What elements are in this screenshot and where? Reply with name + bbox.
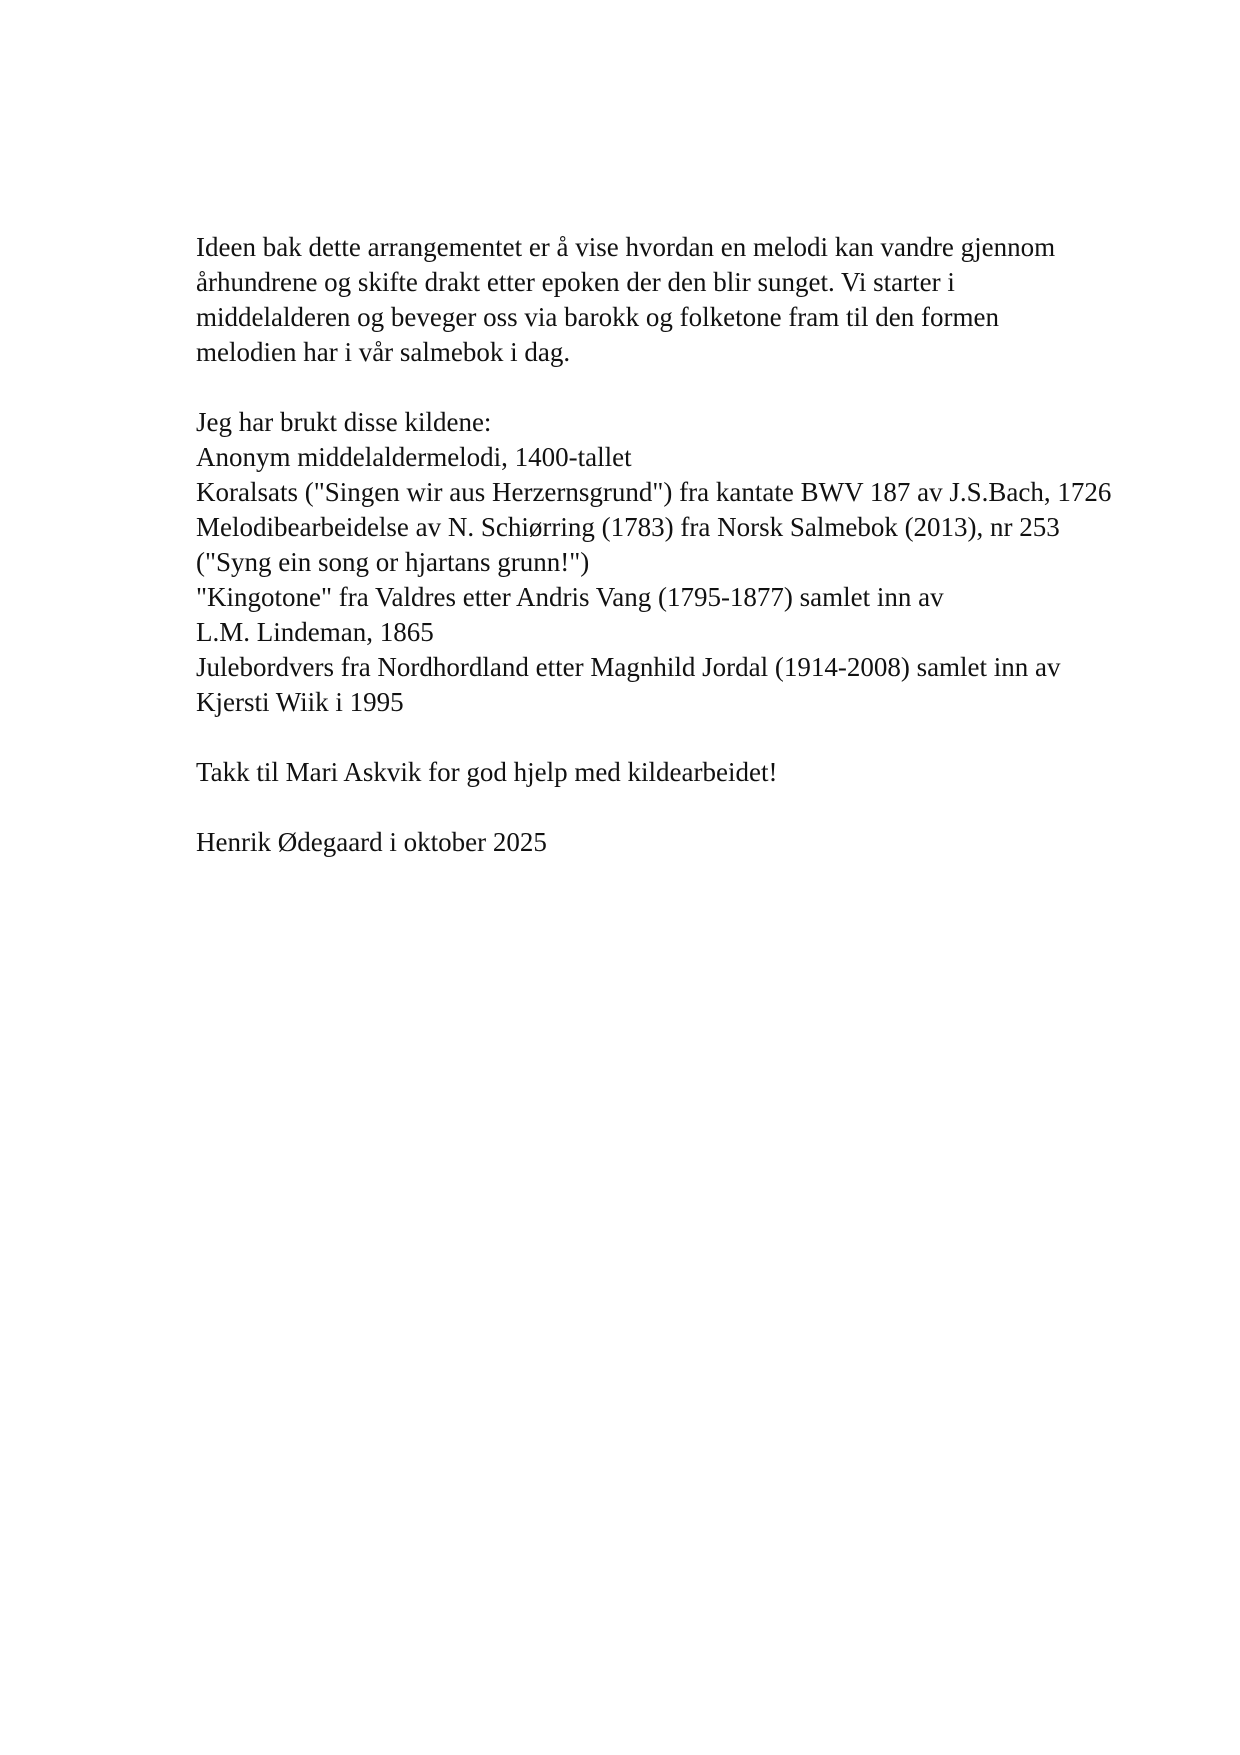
sources-heading: Jeg har brukt disse kildene: [196, 407, 492, 437]
source-line: L.M. Lindeman, 1865 [196, 617, 434, 647]
thanks-line: Takk til Mari Askvik for god hjelp med kildearbeidet! [196, 757, 778, 787]
paragraph-gap [196, 790, 1196, 825]
intro-line: Ideen bak dette arrangementet er å vise hvordan en melodi kan vandre gjennom [196, 232, 1056, 262]
source-line: Kjersti Wiik i 1995 [196, 687, 404, 717]
intro-line: melodien har i vår salmebok i dag. [196, 337, 571, 367]
source-line: Anonym middelaldermelodi, 1400-tallet [196, 442, 632, 472]
source-line: "Kingotone" fra Valdres etter Andris Vang (1795-1877) samlet inn av [196, 582, 944, 612]
intro-line: århundrene og skifte drakt etter epoken der den blir sunget. Vi starter i [196, 267, 955, 297]
paragraph-gap [196, 370, 1196, 405]
source-line: Melodibearbeidelse av N. Schiørring (1783) fra Norsk Salmebok (2013), nr 253 [196, 512, 1060, 542]
source-line: Koralsats ("Singen wir aus Herzernsgrund") fra kantate BWV 187 av J.S.Bach, 1726 [196, 477, 1112, 507]
intro-line: middelalderen og beveger oss via barokk og folketone fram til den formen [196, 302, 999, 332]
paragraph-gap [196, 720, 1196, 755]
source-line: ("Syng ein song or hjartans grunn!") [196, 547, 590, 577]
signature-line: Henrik Ødegaard i oktober 2025 [196, 827, 547, 857]
document-body [196, 230, 1196, 860]
sources-section [196, 405, 1196, 720]
source-line: Julebordvers fra Nordhordland etter Magnhild Jordal (1914-2008) samlet inn av [196, 652, 1061, 682]
intro-paragraph [196, 230, 1196, 370]
